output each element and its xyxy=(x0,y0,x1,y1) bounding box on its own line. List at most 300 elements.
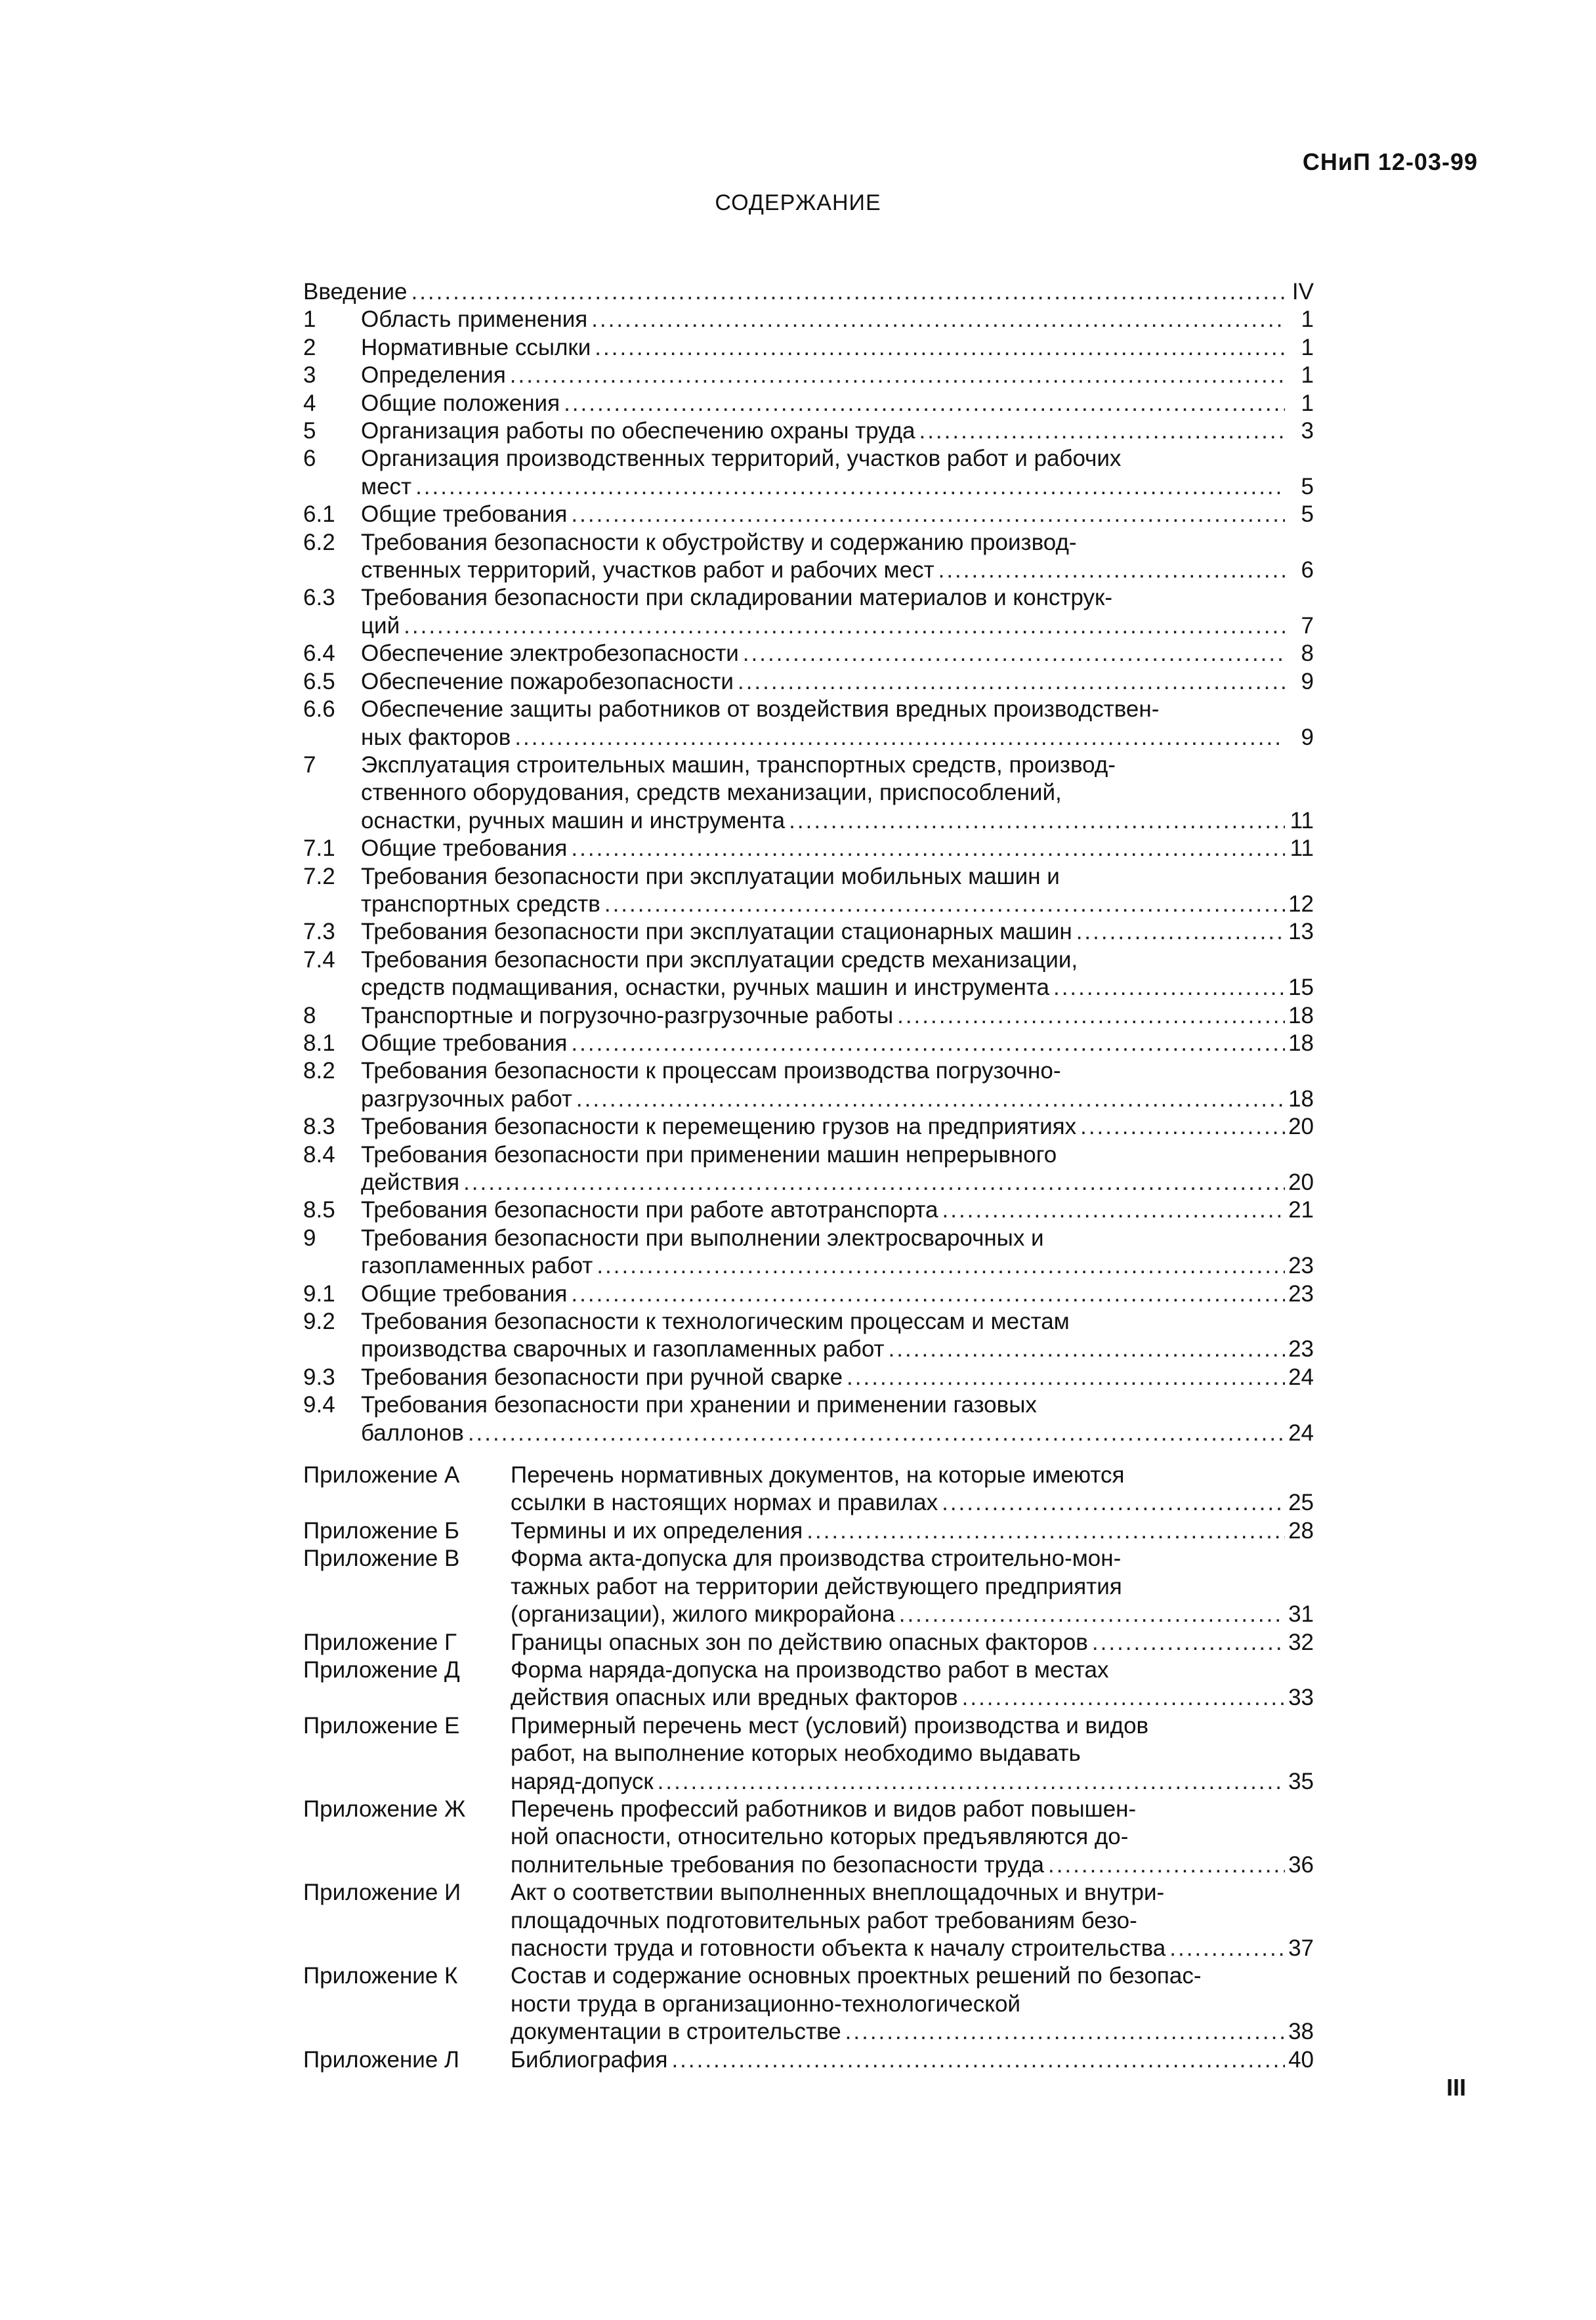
toc-entry-body xyxy=(361,417,1314,445)
toc-page-number: 3 xyxy=(1301,418,1314,444)
dot-leader xyxy=(1080,1113,1285,1141)
appendix-body xyxy=(511,1462,1314,1517)
toc-entry-text: ственных территорий, участков работ и рабочих мест xyxy=(361,557,934,583)
toc-entry-body xyxy=(361,640,1314,667)
toc-page-number: IV xyxy=(1292,279,1314,305)
toc-page-number: 36 xyxy=(1288,1851,1314,1878)
toc-entry-text: газопламенных работ xyxy=(361,1253,593,1279)
appendix-body xyxy=(511,1712,1314,1796)
dot-leader xyxy=(942,1489,1285,1517)
toc-entry-line xyxy=(361,1225,1314,1252)
dot-leader xyxy=(743,640,1285,667)
toc-entry-line xyxy=(361,1308,1314,1336)
toc-entry-number: 8.4 xyxy=(303,1141,335,1168)
toc-entry[interactable] xyxy=(303,918,1314,946)
toc-entry-text: Область применения xyxy=(361,306,588,333)
toc-entry-text: Введение xyxy=(303,279,408,305)
toc-entry-text: действия xyxy=(361,1170,460,1195)
toc-entry-line xyxy=(361,362,1314,389)
toc-entry-body xyxy=(361,1364,1314,1391)
toc-entry[interactable] xyxy=(303,1364,1314,1391)
toc-page-number: 11 xyxy=(1290,835,1314,862)
toc-entry-text: мест xyxy=(361,473,412,499)
toc-entry-line xyxy=(361,1002,1314,1030)
toc-entry[interactable] xyxy=(303,835,1314,862)
toc-entry-body xyxy=(361,529,1314,585)
toc-page-number: 15 xyxy=(1288,975,1314,1001)
dot-leader xyxy=(576,1086,1285,1113)
appendix-body xyxy=(511,1545,1314,1628)
dot-leader xyxy=(1076,918,1285,946)
toc-entry[interactable] xyxy=(303,1308,1314,1364)
dot-leader xyxy=(807,1517,1285,1545)
dot-leader xyxy=(962,1684,1285,1712)
toc-page-number: 12 xyxy=(1288,891,1314,917)
dot-leader xyxy=(897,1002,1285,1030)
toc-entry[interactable] xyxy=(303,1225,1314,1280)
toc-entry-number: 5 xyxy=(303,418,316,444)
toc-entry-line xyxy=(361,724,1314,751)
toc-entry-line xyxy=(511,1768,1314,1796)
toc-entry-line xyxy=(361,1336,1314,1363)
dot-leader xyxy=(411,278,1285,306)
toc-entry[interactable] xyxy=(303,1141,1314,1197)
toc-entry-body xyxy=(361,1030,1314,1057)
toc-entry-text: Форма наряда-допуска на производство работ в местах xyxy=(511,1656,1109,1683)
toc-page-number: 5 xyxy=(1301,501,1314,528)
toc-entry-text: Общие требования xyxy=(361,1030,568,1056)
toc-entry-line xyxy=(361,1169,1314,1196)
toc-entry-line xyxy=(511,1656,1314,1684)
toc-entry[interactable] xyxy=(303,1057,1314,1113)
toc-entry-line xyxy=(361,779,1314,807)
toc-entry-line xyxy=(361,390,1314,417)
toc-entry-text: ности труда в организационно-технологической xyxy=(511,1991,1020,2017)
toc-entry-number: 6.4 xyxy=(303,641,335,667)
toc-entry[interactable] xyxy=(303,1113,1314,1141)
toc-entry-body xyxy=(303,278,1314,306)
toc-entry-number: 7.4 xyxy=(303,946,335,973)
toc-entry-number: 6.6 xyxy=(303,696,335,723)
toc-entry-body xyxy=(361,501,1314,528)
dot-leader xyxy=(1169,1935,1285,1962)
dot-leader xyxy=(942,1196,1286,1224)
toc-entry-number: 6.1 xyxy=(303,501,335,528)
toc-page-number: 31 xyxy=(1288,1601,1314,1628)
toc-entry-text: Акт о соответствии выполненных внеплощадочных и внутри- xyxy=(511,1880,1165,1906)
toc-page-number: 1 xyxy=(1301,362,1314,389)
toc-entry-body xyxy=(361,584,1314,640)
appendix-body xyxy=(511,1517,1314,1545)
toc-entry-line xyxy=(511,1740,1314,1767)
toc-entry-line xyxy=(511,1573,1314,1601)
toc-entry-text: наряд-допуск xyxy=(511,1768,654,1794)
toc-entry-line xyxy=(361,891,1314,918)
appendix-entry[interactable] xyxy=(303,1796,1314,1879)
toc-entry-line xyxy=(361,1364,1314,1391)
toc-page-number: 38 xyxy=(1288,2019,1314,2045)
toc-page-number: 23 xyxy=(1288,1253,1314,1279)
toc-entry-number: 6.2 xyxy=(303,529,335,555)
appendix-entry[interactable] xyxy=(303,2046,1314,2074)
toc-entry-line xyxy=(511,2018,1314,2046)
appendix-entry[interactable] xyxy=(303,1545,1314,1628)
toc-entry-body xyxy=(361,334,1314,362)
toc-entry-text: Требования безопасности к перемещению грузов на предприятиях xyxy=(361,1114,1077,1140)
toc-entry[interactable] xyxy=(303,1196,1314,1224)
toc-entry-line xyxy=(361,334,1314,362)
toc-entry-line xyxy=(511,1851,1314,1879)
dot-leader xyxy=(415,473,1285,501)
toc-entry-number: 1 xyxy=(303,306,316,333)
toc-entry[interactable] xyxy=(303,390,1314,417)
toc-page-number: 28 xyxy=(1288,1517,1314,1544)
appendix-entry[interactable] xyxy=(303,1712,1314,1796)
appendix-body xyxy=(511,1656,1314,1712)
toc-entry[interactable] xyxy=(303,863,1314,919)
toc-entry-number: 9.3 xyxy=(303,1364,335,1390)
toc-entry-line xyxy=(511,1489,1314,1517)
toc-entry-text: средств подмащивания, оснастки, ручных машин и инструмента xyxy=(361,975,1049,1001)
toc-entry-text: Примерный перечень мест (условий) производства и видов xyxy=(511,1712,1149,1739)
toc-entry-text: Требования безопасности при ручной сварке xyxy=(361,1364,843,1390)
toc-entry[interactable] xyxy=(303,584,1314,640)
toc-entry-line xyxy=(361,1141,1314,1169)
toc-entry[interactable] xyxy=(303,529,1314,585)
toc-entry-text: транспортных средств xyxy=(361,891,600,917)
dot-leader xyxy=(571,1030,1285,1057)
toc-entry-body xyxy=(361,1196,1314,1224)
toc-entry-line xyxy=(361,306,1314,333)
toc-page-number: 35 xyxy=(1288,1768,1314,1794)
appendix-body xyxy=(511,1629,1314,1656)
toc-entry-number: 6.3 xyxy=(303,585,335,611)
toc-entry-text: разгрузочных работ xyxy=(361,1086,572,1112)
toc-entry-number: 9.1 xyxy=(303,1280,335,1307)
toc-entry-text: Общие требования xyxy=(361,1280,568,1307)
appendix-body xyxy=(511,2046,1314,2074)
toc-entry-text: ссылки в настоящих нормах и правилах xyxy=(511,1490,938,1516)
toc-entry-line xyxy=(361,529,1314,557)
toc-entry-body xyxy=(361,1280,1314,1308)
dot-leader xyxy=(847,1364,1285,1391)
toc-entry-line xyxy=(511,1601,1314,1628)
document-code: СНиП 12-03-99 xyxy=(1302,148,1478,175)
toc-entry-number: 7.1 xyxy=(303,835,335,862)
dot-leader xyxy=(1053,974,1285,1002)
toc-entry-text: Общие положения xyxy=(361,390,560,416)
toc-entry-number: 7 xyxy=(303,751,316,778)
toc-entry-body xyxy=(361,751,1314,835)
appendix-entry[interactable] xyxy=(303,1879,1314,1962)
dot-leader xyxy=(468,1420,1285,1447)
toc-entry-text: баллонов xyxy=(361,1420,464,1446)
toc-entry-text: (организации), жилого микрорайона xyxy=(511,1601,895,1628)
toc-page-number: 23 xyxy=(1288,1280,1314,1307)
toc-entry-number: 8 xyxy=(303,1002,316,1028)
dot-leader xyxy=(571,1280,1285,1308)
toc-page-number: 18 xyxy=(1288,1030,1314,1056)
toc-entry-text: ций xyxy=(361,612,400,639)
toc-entry-line xyxy=(511,1991,1314,2018)
appendix-entry[interactable] xyxy=(303,1517,1314,1545)
toc-entry-line xyxy=(361,751,1314,779)
toc-entry-line xyxy=(361,1030,1314,1057)
toc-entry-line xyxy=(511,1935,1314,1962)
toc-entry-line xyxy=(361,696,1314,723)
toc-entry-text: Требования безопасности при работе автотранспорта xyxy=(361,1197,938,1223)
toc-entry-line xyxy=(511,1962,1314,1990)
toc-entry-number: 3 xyxy=(303,362,316,389)
page-number: III xyxy=(1446,2074,1466,2101)
toc-entry-line xyxy=(511,1823,1314,1851)
toc-entry-line xyxy=(361,1391,1314,1419)
toc-entry-number: 2 xyxy=(303,334,316,360)
toc-entry-line xyxy=(361,1280,1314,1308)
dot-leader xyxy=(899,1601,1285,1628)
toc-entry[interactable] xyxy=(303,696,1314,751)
toc-entry[interactable] xyxy=(303,362,1314,389)
dot-leader xyxy=(738,668,1285,696)
dot-leader xyxy=(404,612,1285,640)
toc-entry-body xyxy=(361,1308,1314,1364)
toc-entry-text: производства сварочных и газопламенных работ xyxy=(361,1336,885,1362)
toc-page-number: 23 xyxy=(1288,1336,1314,1362)
toc-entry-text: Общие требования xyxy=(361,835,568,862)
toc-page-number: 9 xyxy=(1301,668,1314,694)
toc-entry-line xyxy=(361,1113,1314,1141)
toc-entry-line xyxy=(361,1252,1314,1280)
toc-page-number: 40 xyxy=(1288,2046,1314,2073)
dot-leader xyxy=(571,501,1285,528)
toc-entry-text: Границы опасных зон по действию опасных факторов xyxy=(511,1629,1088,1655)
toc-page-number: 20 xyxy=(1288,1170,1314,1195)
toc-entry[interactable] xyxy=(303,417,1314,445)
toc-entry-text: Термины и их определения xyxy=(511,1517,803,1544)
toc-entry-line xyxy=(511,1879,1314,1907)
dot-leader xyxy=(514,724,1285,751)
toc-entry[interactable] xyxy=(303,751,1314,835)
toc-entry[interactable] xyxy=(303,445,1314,501)
toc-entry-line xyxy=(361,946,1314,974)
appendix-entry[interactable] xyxy=(303,1629,1314,1656)
appendix-label: Приложение Б xyxy=(303,1517,459,1544)
toc-entry-text: Общие требования xyxy=(361,501,568,528)
dot-leader xyxy=(571,835,1285,862)
toc-entry-line xyxy=(361,557,1314,584)
toc-entry-line xyxy=(361,584,1314,612)
appendix-entry[interactable] xyxy=(303,1656,1314,1712)
toc-entry-text: Требования безопасности к обустройству и содержанию производ- xyxy=(361,529,1077,555)
toc-entry-body xyxy=(361,1057,1314,1113)
dot-leader xyxy=(919,417,1285,445)
dot-leader xyxy=(510,362,1285,389)
toc-entry-line xyxy=(361,974,1314,1002)
appendix-body xyxy=(511,1796,1314,1879)
dot-leader xyxy=(1048,1851,1285,1879)
toc-entry-line xyxy=(361,863,1314,891)
toc-entry[interactable] xyxy=(303,334,1314,362)
toc-entry-body xyxy=(361,306,1314,333)
toc-entry-text: Нормативные ссылки xyxy=(361,334,591,360)
toc-entry-text: ных факторов xyxy=(361,724,511,750)
toc-entry-number: 7.3 xyxy=(303,919,335,945)
toc-entry[interactable] xyxy=(303,501,1314,528)
toc-entry-line xyxy=(511,1517,1314,1545)
toc-page-number: 11 xyxy=(1290,807,1314,833)
toc-entry-number: 4 xyxy=(303,390,316,416)
toc-entry-text: Требования безопасности при эксплуатации мобильных машин и xyxy=(361,863,1060,889)
toc-entry-text: Требования безопасности при применении машин непрерывного xyxy=(361,1141,1057,1168)
toc-entry-text: площадочных подготовительных работ требованиям безо- xyxy=(511,1907,1137,1933)
toc-page-number: 25 xyxy=(1288,1490,1314,1516)
toc-entry-line xyxy=(361,1420,1314,1447)
appendix-body xyxy=(511,1879,1314,1962)
appendix-entry[interactable] xyxy=(303,1962,1314,2046)
toc-entry-text: Требования безопасности к процессам производства погрузочно- xyxy=(361,1058,1061,1084)
toc-page-number: 13 xyxy=(1288,919,1314,945)
toc-entry-body xyxy=(361,863,1314,919)
toc-entry-text: Состав и содержание основных проектных решений по безопас- xyxy=(511,1963,1202,1989)
toc-page-number: 6 xyxy=(1301,557,1314,583)
dot-leader xyxy=(564,390,1285,417)
appendix-label: Приложение Л xyxy=(303,2046,459,2073)
toc-entry-text: Форма акта-допуска для производства строительно-мон- xyxy=(511,1546,1122,1572)
toc-entry-line xyxy=(361,612,1314,640)
toc-entry-text: Требования безопасности к технологическим процессам и местам xyxy=(361,1309,1070,1335)
toc-entry-line xyxy=(511,2046,1314,2074)
toc-entry-body xyxy=(361,1002,1314,1030)
toc-entry-line xyxy=(361,1196,1314,1224)
toc-entry-line xyxy=(361,445,1314,473)
toc-entry[interactable] xyxy=(303,946,1314,1002)
toc-entry-line xyxy=(303,278,1314,306)
appendix-entry[interactable] xyxy=(303,1462,1314,1517)
toc-entry-text: Библиография xyxy=(511,2046,668,2073)
toc-entry-number: 8.5 xyxy=(303,1197,335,1223)
toc-entry-text: полнительные требования по безопасности труда xyxy=(511,1851,1044,1878)
toc-title: СОДЕРЖАНИЕ xyxy=(715,190,881,215)
toc-entry-body xyxy=(361,918,1314,946)
toc-entry-line xyxy=(361,807,1314,835)
toc-entry-text: действия опасных или вредных факторов xyxy=(511,1685,958,1711)
toc-entry-body xyxy=(361,445,1314,501)
appendix-body xyxy=(511,1962,1314,2046)
toc-entry[interactable] xyxy=(303,278,1314,306)
toc-entry-text: пасности труда и готовности объекта к началу строительства xyxy=(511,1935,1166,1961)
toc-page-number: 33 xyxy=(1288,1685,1314,1711)
toc-entry[interactable] xyxy=(303,1391,1314,1447)
toc-entry-text: Требования безопасности при эксплуатации стационарных машин xyxy=(361,919,1072,945)
toc-entry-number: 8.2 xyxy=(303,1058,335,1084)
toc-entry-number: 9 xyxy=(303,1225,316,1251)
toc-entry[interactable] xyxy=(303,668,1314,696)
dot-leader xyxy=(658,1768,1285,1796)
toc-entry-text: Определения xyxy=(361,362,506,389)
toc-entry-text: Эксплуатация строительных машин, транспортных средств, производ- xyxy=(361,751,1116,778)
toc-entry-body xyxy=(361,1141,1314,1197)
toc-entry-body xyxy=(361,946,1314,1002)
toc-entry[interactable] xyxy=(303,306,1314,333)
toc-entry-body xyxy=(361,1113,1314,1141)
appendix-label: Приложение А xyxy=(303,1462,460,1488)
toc-entry-text: Требования безопасности при выполнении электросварочных и xyxy=(361,1225,1044,1251)
toc-entry-text: Обеспечение пожаробезопасности xyxy=(361,668,734,694)
toc-entry-number: 6.5 xyxy=(303,668,335,694)
toc-entry-text: Перечень нормативных документов, на которые имеются xyxy=(511,1462,1125,1488)
toc-entry-text: работ, на выполнение которых необходимо выдавать xyxy=(511,1740,1081,1767)
toc-entry-number: 8.3 xyxy=(303,1114,335,1140)
toc-entry[interactable] xyxy=(303,640,1314,667)
toc-entry[interactable] xyxy=(303,1002,1314,1030)
toc-entry-line xyxy=(361,835,1314,862)
dot-leader xyxy=(845,2018,1285,2046)
appendix-label: Приложение И xyxy=(303,1880,461,1906)
toc-entry-text: Организация работы по обеспечению охраны труда xyxy=(361,418,915,444)
dot-leader xyxy=(789,807,1285,835)
toc-entry-text: Обеспечение электробезопасности xyxy=(361,641,739,667)
dot-leader xyxy=(1092,1629,1285,1656)
toc-entry-line xyxy=(511,1545,1314,1572)
toc-entry-number: 7.2 xyxy=(303,863,335,889)
toc-entry[interactable] xyxy=(303,1030,1314,1057)
toc-entry-line xyxy=(361,417,1314,445)
toc-page-number: 8 xyxy=(1301,641,1314,667)
toc-entry-line xyxy=(361,501,1314,528)
toc-page-number: 1 xyxy=(1301,334,1314,360)
toc-entry-line xyxy=(361,918,1314,946)
toc-entry-number: 6 xyxy=(303,446,316,472)
dot-leader xyxy=(591,306,1285,333)
toc-entry-text: оснастки, ручных машин и инструмента xyxy=(361,807,786,833)
toc-entry-text: Транспортные и погрузочно-разгрузочные работы xyxy=(361,1002,894,1028)
toc-page-number: 5 xyxy=(1301,473,1314,499)
toc-page-number: 1 xyxy=(1301,390,1314,416)
toc-entry-line xyxy=(511,1712,1314,1740)
toc-entry[interactable] xyxy=(303,1280,1314,1308)
dot-leader xyxy=(604,891,1285,918)
toc-entry-number: 8.1 xyxy=(303,1030,335,1056)
toc-entry-text: Требования безопасности при складировании материалов и конструк- xyxy=(361,585,1112,611)
toc-entry-body xyxy=(361,1391,1314,1447)
dot-leader xyxy=(597,1252,1285,1280)
toc-page-number: 18 xyxy=(1288,1002,1314,1028)
toc-page-number: 18 xyxy=(1288,1086,1314,1112)
toc-entry-line xyxy=(511,1629,1314,1656)
appendix-label: Приложение Ж xyxy=(303,1796,466,1822)
dot-leader xyxy=(889,1336,1285,1363)
toc-entry-number: 9.4 xyxy=(303,1392,335,1418)
toc-entry-text: Организация производственных территорий, участков работ и рабочих xyxy=(361,446,1122,472)
toc-page-number: 37 xyxy=(1288,1935,1314,1961)
toc-entry-body xyxy=(361,835,1314,862)
appendix-label: Приложение В xyxy=(303,1546,460,1572)
appendix-label: Приложение Г xyxy=(303,1629,457,1655)
table-of-contents xyxy=(303,278,1314,2074)
toc-entry-line xyxy=(361,1086,1314,1113)
toc-page-number: 20 xyxy=(1288,1114,1314,1140)
toc-entry-line xyxy=(361,473,1314,501)
toc-entry-text: ной опасности, относительно которых предъявляются до- xyxy=(511,1824,1129,1850)
toc-entry-body xyxy=(361,1225,1314,1280)
appendix-label: Приложение Е xyxy=(303,1712,460,1739)
toc-page-number: 21 xyxy=(1288,1197,1314,1223)
toc-page-number: 24 xyxy=(1288,1420,1314,1446)
dot-leader xyxy=(595,334,1285,362)
toc-entry-body xyxy=(361,390,1314,417)
section-gap xyxy=(303,1447,1314,1462)
toc-entry-number: 9.2 xyxy=(303,1309,335,1335)
